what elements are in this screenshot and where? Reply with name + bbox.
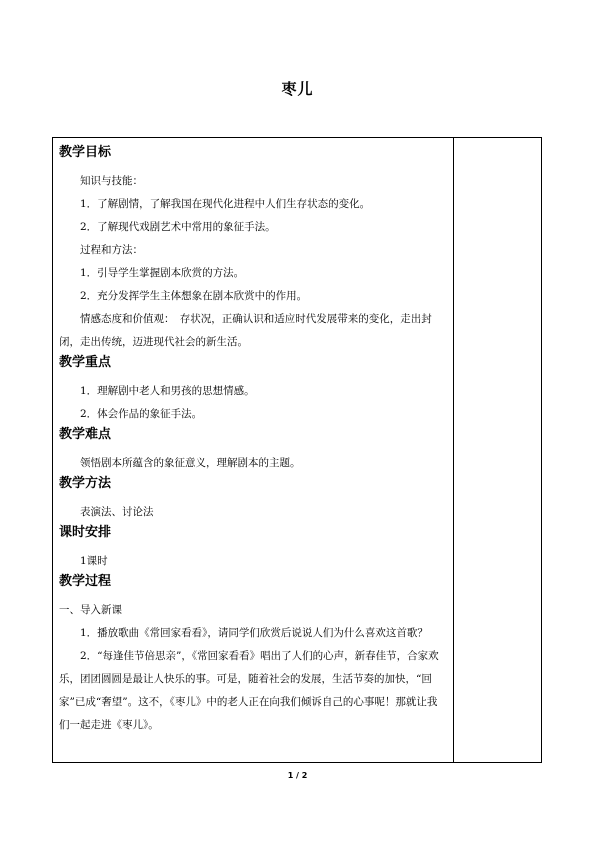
method-line: 表演法、讨论法	[80, 506, 154, 518]
lesson-content	[59, 144, 447, 737]
process-line: 2．“每逢佳节倍思亲”，《常回家看看》唱出了人们的心声，新春佳节，合家欢乐，团团圆圆是最让人快乐的事。可是，随着社会的发展，生活节奏的加快，“回家”已成“奢望”。这不，《枣儿》中的老人正在向我们倾诉自己的心事呢！那就让我们一起走进《枣儿》。	[59, 650, 439, 731]
goals-line: 1．引导学生掌握剧本欣赏的方法。	[80, 267, 245, 279]
heading-method: 教学方法	[59, 476, 112, 491]
document-title: 枣儿	[281, 80, 314, 98]
lesson-table	[52, 137, 454, 763]
goals-line: 知识与技能：	[80, 175, 143, 187]
goals-line: 1．了解剧情，了解我国在现代化进程中人们生存状态的变化。	[80, 198, 371, 210]
goals-line: 2．充分发挥学生主体想象在剧本欣赏中的作用。	[80, 290, 308, 302]
goals-line: 过程和方法：	[80, 244, 143, 256]
schedule-line: 1课时	[80, 555, 108, 567]
difficulty-line: 领悟剧本所蕴含的象征意义，理解剧本的主题。	[80, 457, 301, 469]
process-line: 1．播放歌曲《常回家看看》，请同学们欣赏后说说人们为什么喜欢这首歌？	[80, 627, 428, 639]
heading-difficulty: 教学难点	[59, 427, 112, 442]
goals-line: 情感态度和价值观： 存状况，正确认识和适应时代发展带来的变化，走出封闭，走出传统，迈进现代社会的新生活。	[59, 313, 432, 348]
page-number: 1 / 2	[287, 771, 308, 780]
heading-process: 教学过程	[59, 574, 112, 589]
process-subheading: 一、导入新课	[59, 604, 122, 616]
heading-focus: 教学重点	[59, 355, 112, 370]
goals-line: 2．了解现代戏剧艺术中常用的象征手法。	[80, 221, 276, 233]
focus-line: 2．体会作品的象征手法。	[80, 408, 203, 420]
heading-schedule: 课时安排	[59, 525, 112, 540]
heading-goals: 教学目标	[59, 145, 112, 160]
focus-line: 1．理解剧中老人和男孩的思想情感。	[80, 385, 255, 397]
notes-column	[454, 137, 542, 763]
